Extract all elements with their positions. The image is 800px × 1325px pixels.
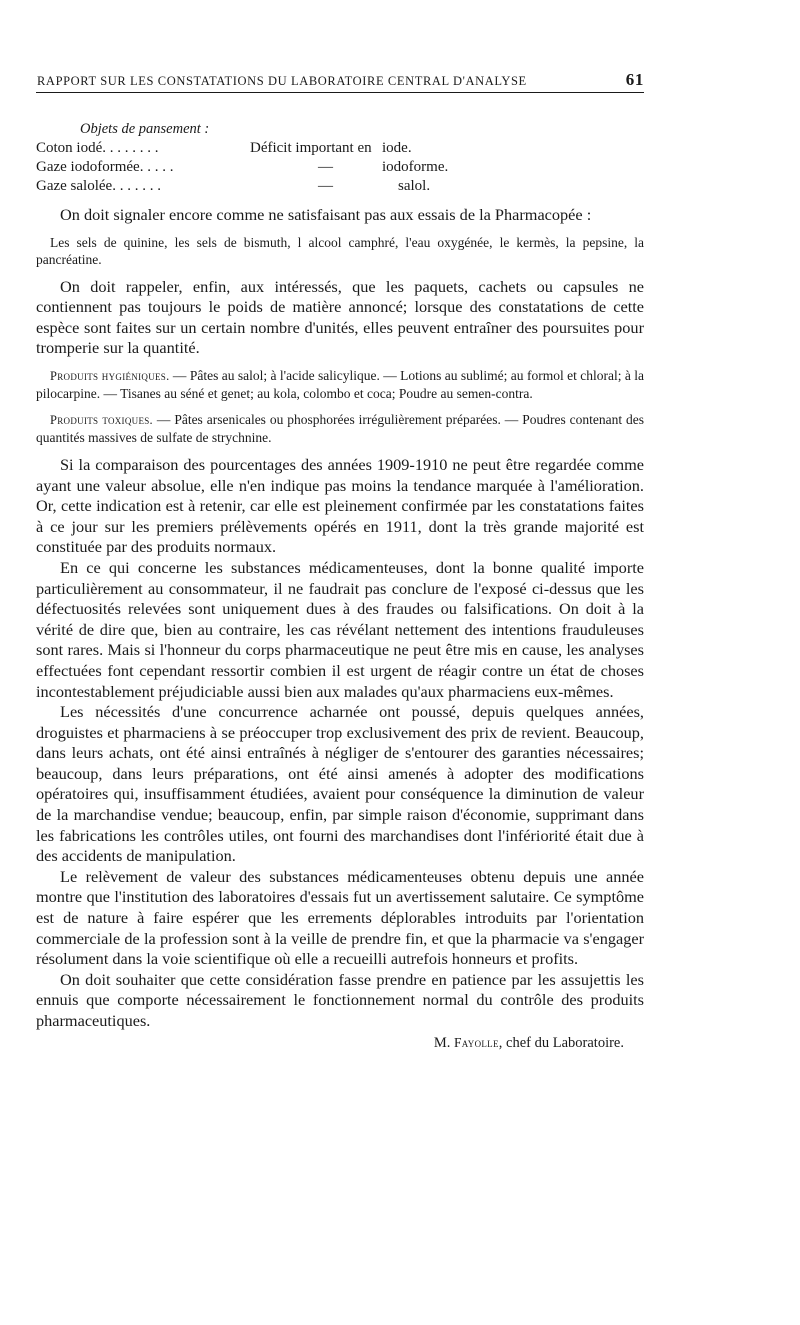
paragraph-pharmacopee: On doit signaler encore comme ne satisfaisant pas aux essais de la Pharmacopée : [60, 205, 592, 224]
objets-substance: iodoforme. [382, 159, 449, 175]
page-number: 61 [625, 70, 644, 89]
signature-prefix: M. [433, 1034, 454, 1051]
label-produits-toxiques: Produits toxiques. [50, 412, 153, 427]
objets-row [36, 158, 644, 177]
text-produits-hygieniques: — Pâtes au salol; à l'acide salicylique. — Lotions au sublimé; au formol et chloral; à la pilocarpine. — Tisanes au séné et genet; au kola, colombo et coca; Poudre au semen-contra. [36, 367, 645, 402]
paragraph-comparaison: Si la comparaison des pourcentages des années 1909-1910 ne peut être regardée comme ayant une valeur absolue, elle n'en indique pas moins la tendance marquée à l'amélioration. Or, cette indication est à retenir, car elle est pleinement confirmée par les constatations faites à ce jour sur les premiers prélèvements opérés en 1911, dont la très grande majorité est constituée par des produits normaux. [36, 454, 644, 557]
signature [36, 1034, 644, 1052]
objets-mark: — [318, 178, 333, 194]
running-header [36, 70, 644, 93]
label-produits-hygieniques: Produits hygiéniques. [50, 368, 170, 383]
paragraph-produits-toxiques [36, 411, 644, 447]
objets-mark: Déficit important en [250, 140, 372, 156]
objets-substance: salol. [398, 178, 431, 194]
text-produits-toxiques: — Pâtes arsenicales ou phosphorées irrégulièrement préparées. — Poudres contenant des quantités massives de sulfate de strychnine. [36, 411, 645, 446]
objets-mark: — [318, 159, 333, 175]
objets-title: Objets de pansement : [80, 121, 210, 137]
objets-row [36, 177, 644, 196]
page-body [36, 120, 644, 1052]
objets-list [36, 120, 644, 196]
header-title: RAPPORT SUR LES CONSTATATIONS DU LABORATOIRE CENTRAL D'ANALYSE [37, 74, 527, 88]
signature-name: Fayolle [454, 1034, 499, 1050]
paragraph-relevement: Le relèvement de valeur des substances médicamenteuses obtenu depuis une année montre que l'institution des laboratoires d'essais fut un avertissement salutaire. Ce symptôme est de nature à faire espérer que les errements déplorables introduits par l'orientation commerciale de la profession sont à la veille de prendre fin, et que la pharmacie va s'engager résolument dans la voie scientifique où elle a recueilli autrefois honneurs et profits. [36, 866, 644, 969]
paragraph-sels-list: Les sels de quinine, les sels de bismuth, l alcool camphré, l'eau oxygénée, le kermès, la pepsine, la pancréatine. [36, 234, 644, 268]
paragraph-poids: On doit rappeler, enfin, aux intéressés, que les paquets, cachets ou capsules ne contiennent pas toujours le poids de matière annoncé; lorsque des constatations de cette espèce sont faites sur un certain nombre d'unités, elles peuvent entraîner des poursuites pour tromperie sur la quantité. [36, 276, 644, 358]
objets-item: Gaze iodoformée. . . . . [36, 159, 174, 175]
paragraph-concurrence: Les nécessités d'une concurrence acharnée ont poussé, depuis quelques années, droguistes et pharmaciens à se préoccuper trop exclusivement des prix de revient. Beaucoup, dans leurs achats, ont été ainsi entraînés à négliger de s'entourer des garanties nécessaires; beaucoup, dans leurs préparations, ont été ainsi amenés à adopter des modifications opératoires qui, insuffisamment étudiées, avaient pour conséquence la diminution de valeur de la marchandise vendue; beaucoup, enfin, par simple raison d'économie, supprimant dans les fabrications les contrôles utiles, ont fourni des marchandises dont l'infériorité était due à des accidents de manipulation. [36, 702, 644, 866]
objets-item: Gaze salolée. . . . . . . [36, 178, 161, 194]
objets-item: Coton iodé. . . . . . . . [36, 140, 159, 156]
paragraph-substances: En ce qui concerne les substances médicamenteuses, dont la bonne qualité importe particulièrement au consommateur, il ne faudrait pas conclure de l'exposé ci-dessus que les défectuosités relevées sont uniquement dues à des fraudes ou falsifications. On doit à la vérité de dire que, bien au contraire, les cas révélant nettement des intentions frauduleuses sont rares. Mais si l'honneur du corps pharmaceutique ne peut être mis en cause, les analyses effectuées font cependant ressortir combien il est urgent de réagir contre un état de choses incontestablement préjudiciable aussi bien aux malades qu'aux pharmaciens eux-mêmes. [36, 557, 644, 701]
signature-role: , chef du Laboratoire. [498, 1034, 624, 1051]
objets-substance: iode. [382, 140, 412, 156]
paragraph-produits-hygieniques [36, 367, 644, 403]
objets-row [36, 139, 644, 158]
paragraph-conclusion: On doit souhaiter que cette considération fasse prendre en patience par les assujettis les ennuis que comporte nécessairement le fonctionnement normal du contrôle des produits pharmaceutiques. [36, 969, 644, 1030]
